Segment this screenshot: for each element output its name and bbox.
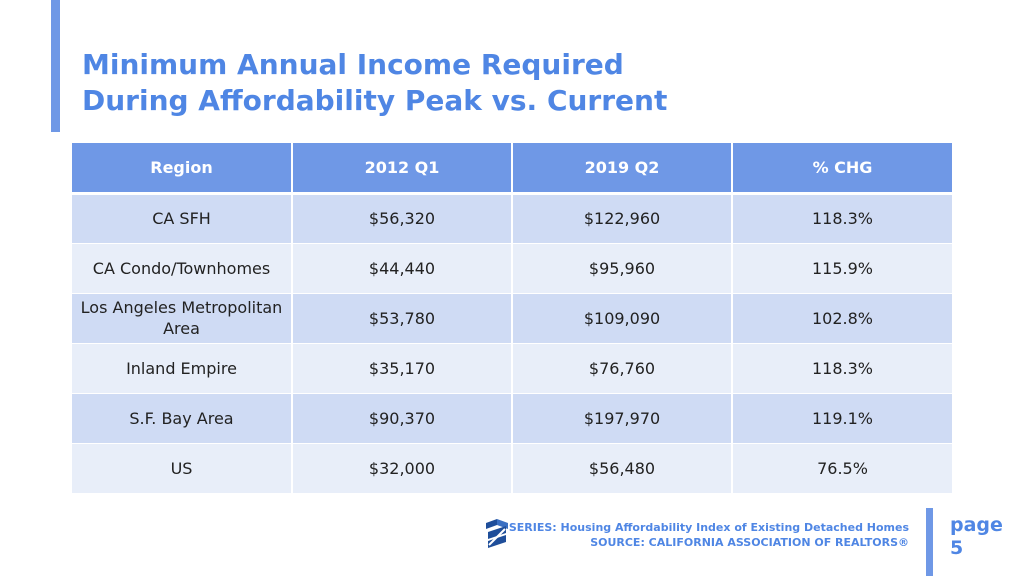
- cell-region: Los Angeles Metropolitan Area: [72, 293, 292, 343]
- cell-2012-q1: $35,170: [292, 343, 512, 393]
- left-accent-bar: [51, 0, 60, 132]
- cell-2019-q2: $197,970: [512, 393, 732, 443]
- cell-pct-chg: 119.1%: [732, 393, 952, 443]
- cell-region: S.F. Bay Area: [72, 393, 292, 443]
- slide-title-line-2: During Affordability Peak vs. Current: [82, 84, 668, 117]
- cell-2019-q2: $109,090: [512, 293, 732, 343]
- header-2012-q1: 2012 Q1: [292, 143, 512, 193]
- table-row: [72, 243, 952, 293]
- table-row: [72, 343, 952, 393]
- cell-2019-q2: $76,760: [512, 343, 732, 393]
- car-logo-icon: [486, 519, 508, 549]
- table-row: [72, 393, 952, 443]
- page-label: page: [950, 514, 1003, 536]
- footer-series: SERIES: Housing Affordability Index of Existing Detached Homes: [508, 521, 909, 534]
- income-table: [72, 143, 952, 493]
- cell-2019-q2: $122,960: [512, 193, 732, 243]
- table-row: [72, 293, 952, 343]
- cell-2012-q1: $90,370: [292, 393, 512, 443]
- cell-2012-q1: $56,320: [292, 193, 512, 243]
- cell-pct-chg: 115.9%: [732, 243, 952, 293]
- footer-source: SOURCE: CALIFORNIA ASSOCIATION OF REALTORS®: [590, 536, 909, 549]
- cell-2012-q1: $44,440: [292, 243, 512, 293]
- table-row: [72, 443, 952, 493]
- page-number: 5: [950, 537, 964, 559]
- cell-region: CA SFH: [72, 193, 292, 243]
- header-pct-chg: % CHG: [732, 143, 952, 193]
- table-header-row: [72, 143, 952, 193]
- cell-pct-chg: 76.5%: [732, 443, 952, 493]
- header-region: Region: [72, 143, 292, 193]
- cell-pct-chg: 118.3%: [732, 193, 952, 243]
- cell-region: US: [72, 443, 292, 493]
- table-row: [72, 193, 952, 243]
- cell-pct-chg: 102.8%: [732, 293, 952, 343]
- slide-title: [82, 47, 667, 119]
- right-accent-bar: [926, 508, 933, 576]
- cell-2012-q1: $32,000: [292, 443, 512, 493]
- cell-region: Inland Empire: [72, 343, 292, 393]
- cell-region: CA Condo/Townhomes: [72, 243, 292, 293]
- cell-2012-q1: $53,780: [292, 293, 512, 343]
- header-2019-q2: 2019 Q2: [512, 143, 732, 193]
- cell-2019-q2: $95,960: [512, 243, 732, 293]
- slide-title-line-1: Minimum Annual Income Required: [82, 48, 624, 81]
- footer-citation: [509, 520, 909, 550]
- cell-pct-chg: 118.3%: [732, 343, 952, 393]
- cell-2019-q2: $56,480: [512, 443, 732, 493]
